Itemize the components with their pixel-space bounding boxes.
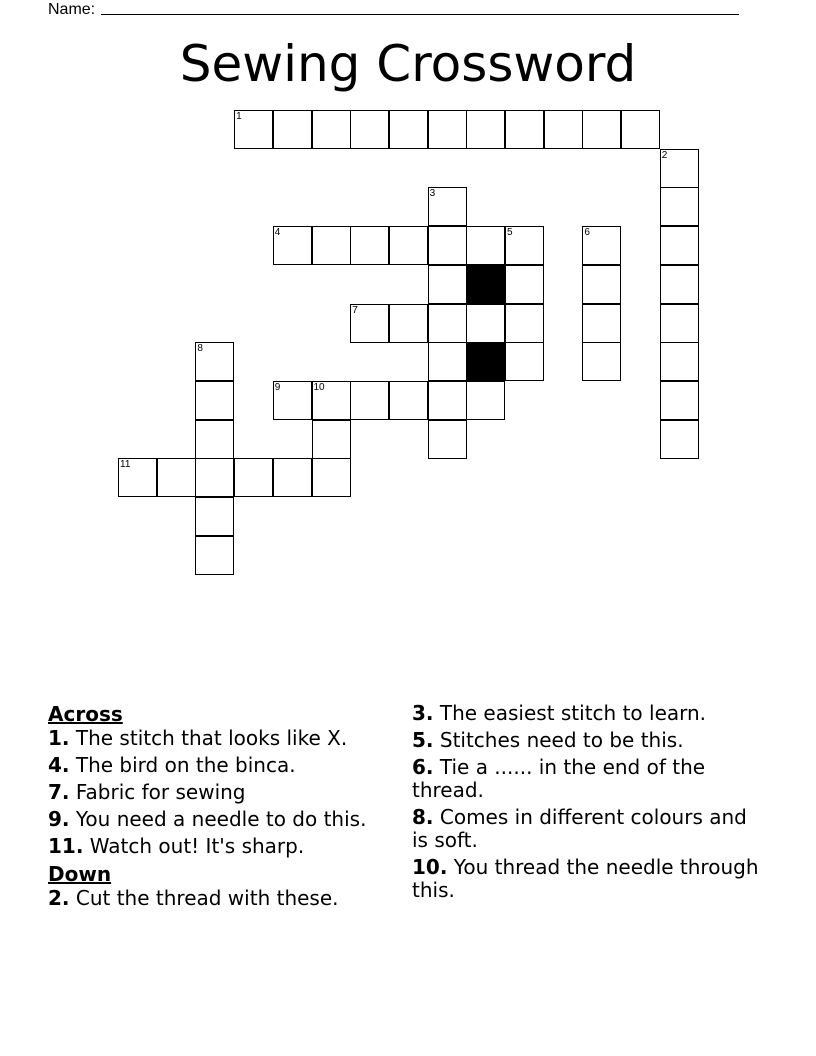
clue-number: 10 — [313, 381, 325, 393]
clue-item-number: 7. — [48, 780, 70, 804]
grid-cell[interactable] — [544, 110, 583, 149]
clue-item-number: 11. — [48, 834, 84, 858]
clue-number: 2 — [661, 149, 668, 161]
clue-number: 5 — [507, 227, 513, 239]
grid-cell[interactable] — [428, 304, 467, 343]
grid-cell[interactable] — [389, 110, 428, 149]
clue-item — [412, 702, 762, 725]
clue-item — [48, 781, 378, 804]
clue-item-text: The easiest stitch to learn. — [433, 701, 707, 725]
clue-item-text: You need a needle to do this. — [69, 807, 367, 831]
clue-item-number: 2. — [48, 886, 70, 910]
down-heading: Down — [48, 862, 112, 886]
grid-cell[interactable] — [505, 342, 544, 381]
clue-item-number: 6. — [412, 755, 434, 779]
grid-cell[interactable] — [389, 304, 428, 343]
clue-item — [412, 756, 762, 802]
grid-cell[interactable] — [428, 110, 467, 149]
grid-cell[interactable] — [273, 381, 312, 420]
grid-cell[interactable] — [195, 536, 234, 575]
grid-cell[interactable] — [428, 342, 467, 381]
clue-number: 1 — [236, 111, 242, 122]
grid-cell[interactable] — [660, 187, 699, 226]
clue-item-text: Comes in different colours and is soft. — [412, 805, 747, 852]
grid-cell[interactable] — [312, 110, 351, 149]
grid-cell[interactable] — [195, 381, 234, 420]
clue-item-number: 4. — [48, 753, 70, 777]
grid-cell[interactable] — [234, 110, 273, 149]
clue-item-number: 10. — [412, 855, 448, 879]
grid-cell[interactable] — [660, 226, 699, 265]
grid-cell[interactable] — [466, 381, 505, 420]
grid-cell[interactable] — [389, 226, 428, 265]
grid-cell[interactable] — [660, 381, 699, 420]
grid-cell[interactable] — [428, 420, 467, 459]
grid-cell[interactable] — [505, 265, 544, 304]
grid-cell[interactable] — [428, 187, 467, 226]
clue-item — [412, 856, 762, 902]
grid-cell[interactable] — [389, 381, 428, 420]
name-label: Name: — [48, 1, 96, 18]
clue-number: 6 — [584, 227, 590, 239]
grid-cell[interactable] — [505, 110, 544, 149]
grid-cell[interactable] — [350, 110, 389, 149]
clue-number: 11 — [120, 459, 131, 471]
clue-item — [48, 835, 378, 858]
clue-item-text: Stitches need to be this. — [433, 728, 684, 752]
grid-cell[interactable] — [118, 458, 157, 497]
grid-cell[interactable] — [660, 420, 699, 459]
grid-cell[interactable] — [350, 381, 389, 420]
grid-cell[interactable] — [312, 226, 351, 265]
grid-cell[interactable] — [621, 110, 660, 149]
clue-item — [412, 806, 762, 852]
clue-number: 9 — [274, 381, 281, 393]
grid-cell[interactable] — [466, 110, 505, 149]
grid-cell[interactable] — [195, 497, 234, 536]
clue-item-text: Watch out! It's sharp. — [83, 834, 305, 858]
clue-item-number: 5. — [412, 728, 434, 752]
clue-item — [48, 887, 378, 910]
grid-cell[interactable] — [660, 265, 699, 304]
clue-item-number: 8. — [412, 805, 434, 829]
clue-item — [48, 727, 378, 750]
grid-cell[interactable] — [582, 304, 621, 343]
grid-cell[interactable] — [505, 226, 544, 265]
grid-block-cell — [466, 342, 505, 381]
clue-item-text: Tie a ...... in the end of the thread. — [412, 755, 706, 802]
grid-cell[interactable] — [660, 149, 699, 188]
grid-cell[interactable] — [350, 304, 389, 343]
grid-cell[interactable] — [466, 226, 505, 265]
grid-cell[interactable] — [660, 342, 699, 381]
grid-cell[interactable] — [273, 110, 312, 149]
clue-number: 4 — [274, 227, 281, 239]
grid-cell[interactable] — [582, 342, 621, 381]
grid-cell[interactable] — [428, 381, 467, 420]
down-clue-list — [48, 887, 378, 910]
clues-right-column — [412, 702, 762, 906]
across-clue-list — [48, 727, 378, 858]
grid-block-cell — [466, 265, 505, 304]
clue-item-text: Cut the thread with these. — [69, 886, 339, 910]
grid-cell[interactable] — [195, 458, 234, 497]
grid-cell[interactable] — [195, 342, 234, 381]
clue-item-text: The stitch that looks like X. — [69, 726, 348, 750]
clue-number: 8 — [197, 343, 203, 355]
grid-cell[interactable] — [428, 226, 467, 265]
clue-item — [48, 808, 378, 831]
grid-cell[interactable] — [582, 110, 621, 149]
grid-cell[interactable] — [505, 304, 544, 343]
grid-cell[interactable] — [350, 226, 389, 265]
clue-item-number: 3. — [412, 701, 434, 725]
clue-item-text: Fabric for sewing — [69, 780, 246, 804]
across-heading: Across — [48, 702, 123, 726]
grid-cell[interactable] — [234, 458, 273, 497]
page-title: Sewing Crossword — [179, 35, 637, 93]
grid-cell[interactable] — [273, 458, 312, 497]
down-clue-list-continued — [412, 702, 762, 902]
grid-cell[interactable] — [195, 420, 234, 459]
grid-cell[interactable] — [582, 226, 621, 265]
clue-item-number: 1. — [48, 726, 70, 750]
clue-item-number: 9. — [48, 807, 70, 831]
grid-cell[interactable] — [157, 458, 196, 497]
clue-number: 7 — [352, 304, 358, 316]
clues-left-column — [48, 702, 378, 914]
grid-cell[interactable] — [312, 420, 351, 459]
grid-cell[interactable] — [466, 304, 505, 343]
grid-cell[interactable] — [312, 381, 351, 420]
grid-cell[interactable] — [312, 458, 351, 497]
grid-cell[interactable] — [660, 304, 699, 343]
clue-item — [48, 754, 378, 777]
grid-cell[interactable] — [273, 226, 312, 265]
clue-number: 3 — [429, 188, 436, 200]
grid-cell[interactable] — [582, 265, 621, 304]
clue-item — [412, 729, 762, 752]
clue-item-text: You thread the needle through this. — [412, 855, 759, 902]
clue-item-text: The bird on the binca. — [69, 753, 296, 777]
grid-cell[interactable] — [428, 265, 467, 304]
